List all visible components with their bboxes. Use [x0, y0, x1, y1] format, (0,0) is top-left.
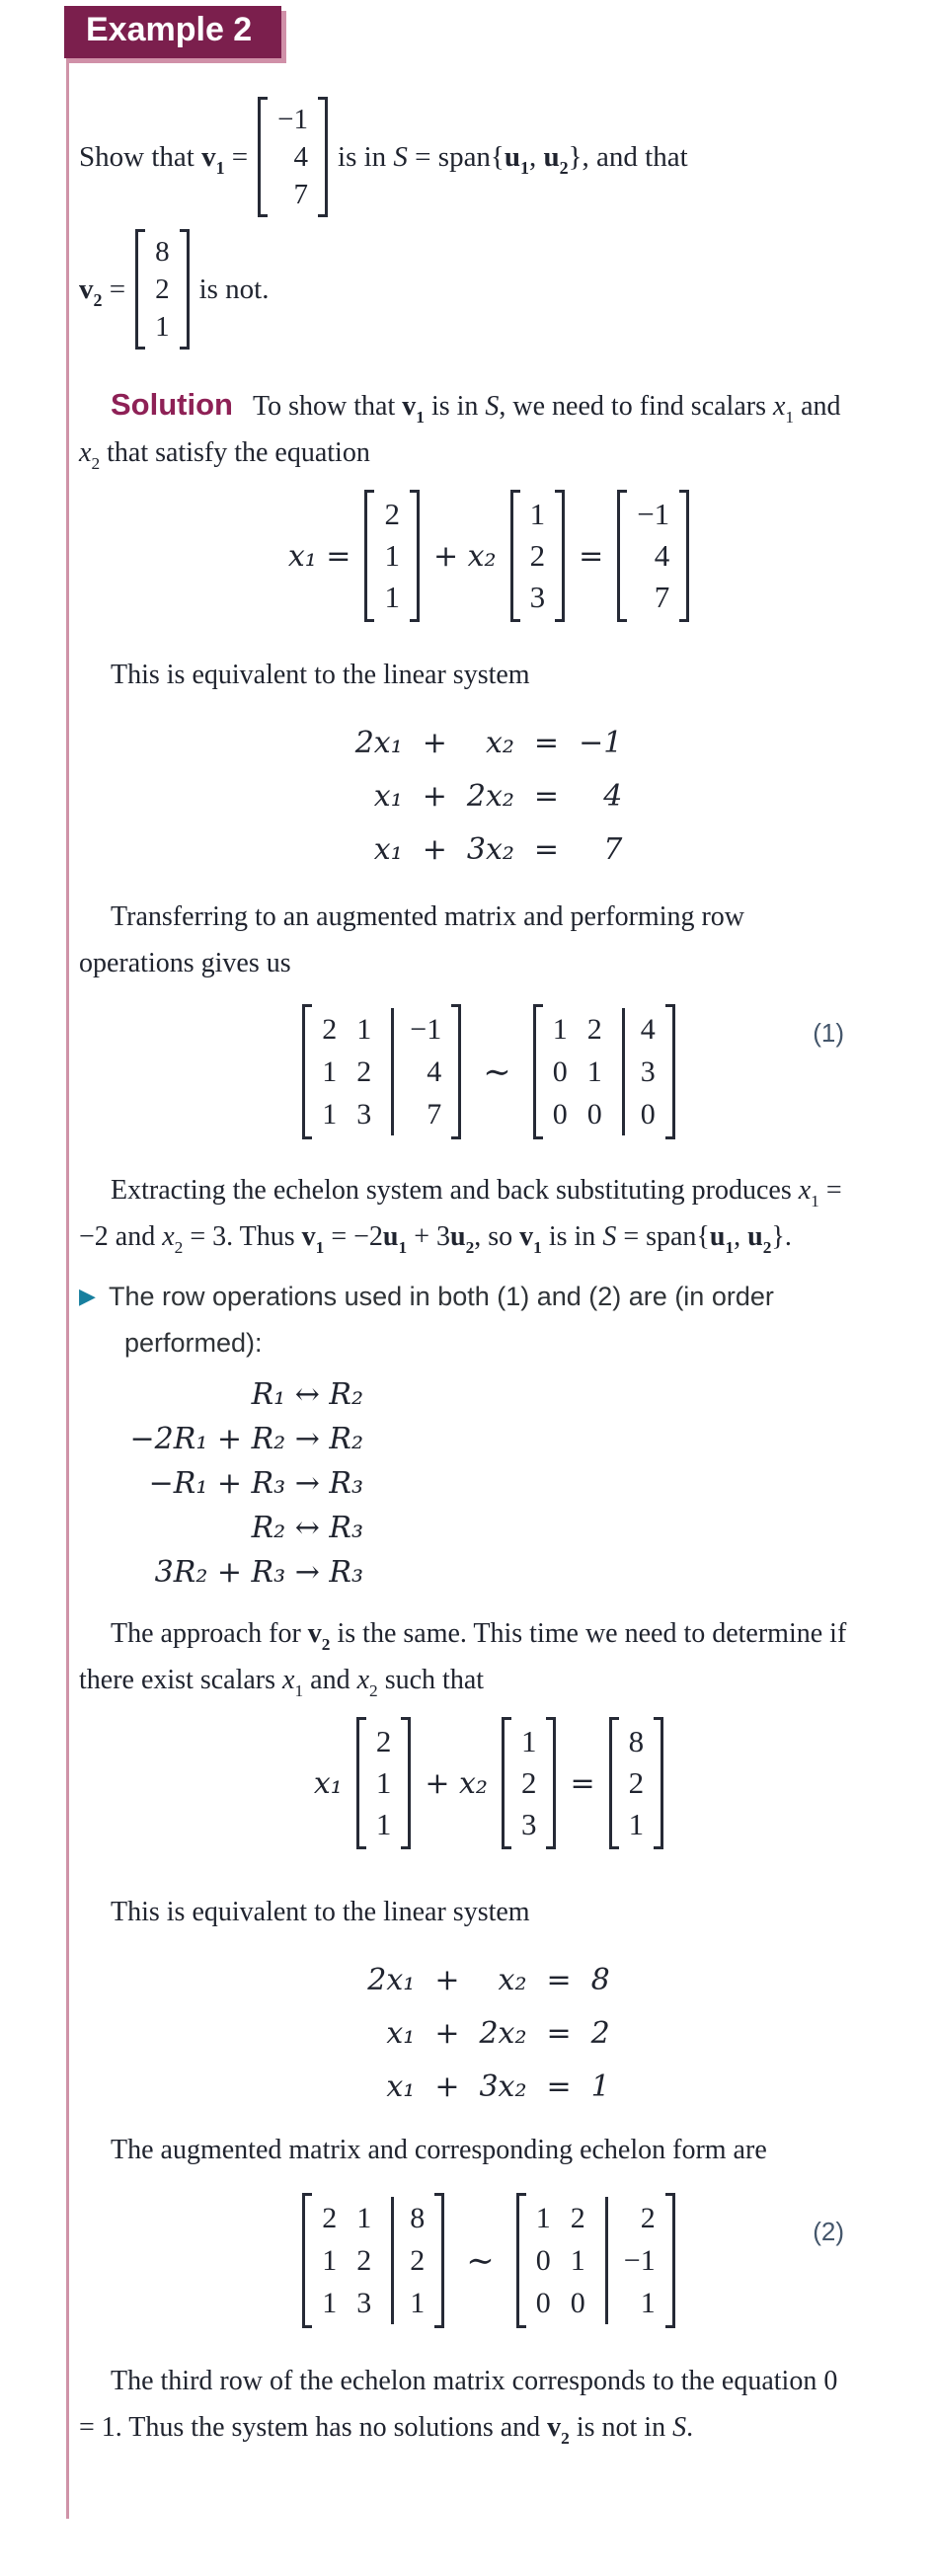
text-segment: is in [424, 391, 486, 422]
text-segment: , [734, 1221, 748, 1252]
matrix-cell: 4 [622, 1008, 656, 1051]
matrix-cell: 1 [529, 497, 546, 531]
system-cell: = [533, 832, 560, 867]
text-segment: , we need to find scalars [499, 391, 773, 422]
text-segment: u [449, 1221, 466, 1252]
matrix-cell: 0 [622, 1093, 656, 1135]
bracket-left-icon [302, 1004, 312, 1139]
matrix-cell: 2 [356, 1055, 372, 1088]
text-segment: 2 [174, 1237, 184, 1257]
matrix-cell: 0 [586, 1098, 602, 1131]
system-cell: + [434, 1963, 460, 1997]
matrix-cell: 1 [384, 538, 400, 573]
matrix-grid [543, 1004, 665, 1139]
matrix-cell: 0 [552, 1098, 568, 1131]
matrix-cell: 0 [552, 1055, 568, 1088]
bracket-left-icon [364, 490, 374, 622]
matrix-cell: 2 [322, 1013, 338, 1046]
matrix-cell: 1 [356, 1013, 372, 1046]
echelon-matrix-2 [516, 2193, 675, 2328]
system-cell: = [546, 2016, 572, 2051]
equation-2 [79, 1717, 898, 1849]
text-segment: v [201, 140, 216, 173]
paragraph-transfer [79, 894, 849, 986]
augmented-matrix-1 [302, 1004, 461, 1139]
eq2-vector-u1 [356, 1717, 412, 1849]
system-cell: + [422, 779, 447, 814]
system-cell: x₁ [373, 832, 403, 867]
eq2-vector-u2 [502, 1717, 557, 1849]
matrix-cell: 2 [375, 1724, 392, 1758]
matrix-grid [312, 1004, 451, 1139]
text-segment: 2 [762, 1237, 772, 1257]
text-segment: 1 [398, 1237, 408, 1257]
bracket-right-icon [665, 2193, 675, 2328]
text-segment: = span{ [616, 1221, 710, 1252]
text-segment: The augmented matrix and corresponding echelon form are [111, 2135, 767, 2165]
matrix-grid [526, 2193, 665, 2328]
matrix-cell: 4 [293, 141, 309, 173]
text-segment: 1 [520, 157, 529, 178]
matrix-cell: 1 [586, 1055, 602, 1088]
linear-system-2 [367, 1959, 609, 2109]
matrix-cell: 2 [384, 497, 400, 531]
system-cell: + [434, 2016, 460, 2051]
system-cell: 7 [603, 832, 623, 867]
text-segment: 2 [321, 1634, 331, 1654]
system-cell: 3x₂ [466, 832, 514, 867]
bracket-left-icon [609, 1717, 619, 1849]
text-segment: 2 [369, 1680, 378, 1700]
system-cell: 4 [603, 779, 623, 814]
row-operation: −R₁ + R₃ → R₃ [148, 1466, 363, 1501]
solution-paragraph [79, 381, 849, 476]
text-segment: that satisfy the equation [100, 437, 370, 468]
matrix-cell: 2 [586, 1013, 602, 1046]
augmented-equation-2 [79, 2193, 898, 2328]
text-segment: is in [541, 1221, 603, 1252]
text-segment: x [282, 1665, 295, 1695]
matrix-grid [268, 97, 318, 217]
matrix-cell: 1 [375, 1807, 392, 1841]
system-cell: + [422, 832, 447, 867]
accent-line [66, 6, 69, 2519]
text-segment: x [162, 1221, 175, 1252]
text-segment: 2 [91, 453, 101, 473]
text-segment: 2 [465, 1237, 475, 1257]
matrix-cell: 8 [391, 2197, 425, 2239]
content [79, 87, 898, 2451]
text-segment: v [307, 1618, 322, 1649]
system-cell: = [546, 1963, 572, 1997]
text-segment: Extracting the echelon system and back substituting produces [111, 1175, 799, 1206]
system-cell: −1 [579, 726, 623, 760]
matrix-cell: 1 [535, 2202, 551, 2234]
bracket-right-icon [180, 229, 190, 350]
text-segment: is the same. This time we need to determine if there exist scalars [79, 1618, 847, 1695]
matrix-cell: 2 [628, 1765, 645, 1800]
system-cell: 2x₁ [367, 1963, 416, 1997]
matrix-cell: 1 [520, 1724, 537, 1758]
bracket-left-icon [533, 1004, 543, 1139]
bracket-right-icon [318, 97, 328, 217]
text-segment: u [709, 1221, 726, 1252]
system-cell: = [533, 726, 560, 760]
text-segment: S [602, 1221, 617, 1252]
text-segment: 1 [416, 407, 425, 427]
matrix-cell: 1 [552, 1013, 568, 1046]
bracket-left-icon [135, 229, 145, 350]
text-segment: x [356, 1665, 370, 1695]
row-operation: R₁ ↔ R₂ [251, 1377, 363, 1412]
text-segment: 1 [315, 1237, 325, 1257]
text-segment: The approach for [111, 1618, 308, 1649]
text-segment: u [747, 1221, 763, 1252]
text-segment: v [402, 391, 417, 422]
text-segment: Show that [79, 140, 202, 173]
text-segment: 2 [93, 289, 103, 310]
matrix-cell: 2 [570, 2202, 585, 2234]
system-cell: 3x₂ [479, 2069, 527, 2104]
text-segment: v [519, 1221, 534, 1252]
matrix-cell: 1 [322, 2287, 338, 2319]
text-segment: = [102, 273, 126, 305]
matrix-cell: 4 [654, 538, 670, 573]
text-segment: 1 [785, 407, 795, 427]
matrix-cell: 1 [391, 2282, 425, 2324]
system-cell: 1 [590, 2069, 610, 2104]
text-segment: Transferring to an augmented matrix and performing row operations gives us [79, 901, 745, 978]
text-segment: x [79, 437, 92, 468]
text-segment: S [393, 140, 408, 173]
text-segment: is not in [569, 2412, 673, 2443]
paragraph-extract [79, 1167, 849, 1260]
echelon-matrix-1 [533, 1004, 675, 1139]
eq2-mid: + x₂ [425, 1765, 488, 1801]
matrix-cell: 3 [356, 2287, 372, 2319]
eq1-lead: x₁ = [287, 538, 351, 574]
text-segment: 2 [559, 157, 569, 178]
text-segment: }, and that [568, 140, 688, 173]
matrix-cell: −1 [637, 497, 670, 531]
system-cell: x₁ [373, 779, 403, 814]
bracket-left-icon [356, 1717, 366, 1849]
intro-line-1 [79, 97, 898, 217]
row-operation: 3R₂ + R₃ → R₃ [154, 1555, 363, 1590]
text-segment: 1 [811, 1191, 819, 1210]
bracket-right-icon [434, 2193, 444, 2328]
matrix-grid [145, 229, 180, 350]
system-cell: 2x₂ [479, 2016, 527, 2051]
equation-tag-2: (2) [813, 2217, 844, 2246]
row-operation: R₂ ↔ R₃ [251, 1511, 363, 1545]
eq2-equals: = [570, 1765, 595, 1801]
matrix-cell: −1 [391, 1008, 441, 1051]
text-segment: = span{ [407, 140, 505, 173]
text-segment: 1 [294, 1680, 304, 1700]
text-segment: + 3 [407, 1221, 450, 1252]
bracket-left-icon [302, 2193, 312, 2328]
text-segment: such that [377, 1665, 485, 1695]
paragraph-augmented [79, 2127, 849, 2173]
matrix-grid [619, 1717, 655, 1849]
text-segment: v [547, 2412, 562, 2443]
text-segment: u [504, 140, 520, 173]
matrix-grid [312, 2193, 434, 2328]
matrix-cell: 2 [322, 2202, 338, 2234]
text-segment: 1 [533, 1237, 542, 1257]
paragraph-linear-1 [79, 652, 849, 698]
text-segment: 2 [561, 2428, 570, 2448]
matrix-cell: 2 [605, 2197, 656, 2239]
note-body: The row operations used in both (1) and (2) are (in order performed): [109, 1282, 774, 1358]
text-segment: = −2 and [79, 1175, 842, 1252]
eq1-vector-v1 [617, 490, 689, 622]
bracket-left-icon [617, 490, 627, 622]
matrix-cell: 1 [356, 2202, 372, 2234]
text-segment: , [528, 140, 544, 173]
paragraph-linear-2 [79, 1889, 849, 1935]
matrix-cell: 7 [391, 1093, 441, 1135]
matrix-cell: 4 [391, 1051, 441, 1093]
paragraph-final [79, 2358, 849, 2451]
eq2-lead: x₁ [313, 1765, 343, 1801]
matrix-cell: 1 [322, 2244, 338, 2277]
text-segment: 1 [215, 157, 225, 178]
system-cell: 2 [590, 2016, 610, 2051]
eq1-vector-u1 [364, 490, 420, 622]
text-segment: }. [771, 1221, 792, 1252]
bracket-right-icon [679, 490, 689, 622]
matrix-cell: 2 [529, 538, 546, 573]
bracket-left-icon [258, 97, 268, 217]
note-paragraph [79, 1274, 829, 1366]
text-segment: x [772, 391, 786, 422]
text-segment: = 3. Thus [183, 1221, 302, 1252]
matrix-cell: 1 [322, 1098, 338, 1131]
bracket-right-icon [555, 490, 565, 622]
system-cell: = [533, 779, 560, 814]
bracket-right-icon [451, 1004, 461, 1139]
text-segment: 1 [725, 1237, 735, 1257]
eq2-vector-v2 [609, 1717, 664, 1849]
text-segment: u [382, 1221, 399, 1252]
matrix-grid [366, 1717, 402, 1849]
matrix-cell: 1 [570, 2244, 585, 2277]
bracket-left-icon [502, 1717, 511, 1849]
eq1-mid: + x₂ [432, 538, 497, 574]
matrix-cell: −1 [277, 104, 309, 135]
bracket-left-icon [510, 490, 520, 622]
matrix-cell: 2 [155, 273, 170, 305]
intro-2-pre [79, 273, 126, 310]
equation-1 [79, 490, 898, 622]
text-segment: S [672, 2412, 687, 2443]
augmented-matrix-2 [302, 2193, 444, 2328]
matrix-grid [511, 1717, 547, 1849]
linear-system-1 [355, 722, 623, 872]
system-cell: 2x₂ [466, 779, 514, 814]
text-segment: and [794, 391, 841, 422]
text-segment: is in [338, 140, 394, 173]
text-segment: , so [474, 1221, 520, 1252]
matrix-cell: 7 [654, 580, 670, 614]
text-segment: This is equivalent to the linear system [111, 1897, 530, 1927]
bracket-right-icon [654, 1717, 663, 1849]
matrix-cell: 3 [529, 580, 546, 614]
eq1-vector-u2 [510, 490, 566, 622]
text-segment: is not. [198, 273, 270, 305]
text-segment: u [543, 140, 560, 173]
system-cell: + [434, 2069, 460, 2104]
text-segment: The third row of the echelon matrix corresponds to the equation 0 = 1. Thus the system has no solutions and [79, 2366, 838, 2443]
matrix-cell: 0 [570, 2287, 585, 2319]
vector-v2 [135, 229, 190, 350]
matrix-cell: 0 [535, 2287, 551, 2319]
matrix-cell: 0 [535, 2244, 551, 2277]
intro-line-2 [79, 229, 898, 350]
system-cell: x₁ [386, 2069, 416, 2104]
bracket-right-icon [546, 1717, 556, 1849]
text-segment: and [303, 1665, 357, 1695]
row-operations-list [126, 1372, 363, 1595]
system-cell: x₂ [485, 726, 514, 760]
matrix-cell: 2 [391, 2239, 425, 2282]
system-cell: = [546, 2069, 572, 2104]
text-segment: . [686, 2412, 694, 2443]
matrix-cell: 3 [520, 1807, 537, 1841]
system-cell: 2x₁ [354, 726, 403, 760]
matrix-cell: 8 [155, 236, 170, 268]
equation-tag-1: (1) [813, 1018, 844, 1048]
example-badge [64, 6, 281, 58]
matrix-grid [520, 490, 556, 622]
matrix-cell: 3 [356, 1098, 372, 1131]
intro-2-post [199, 273, 270, 306]
matrix-cell: 1 [628, 1807, 645, 1841]
augmented-equation-1 [79, 1004, 898, 1139]
matrix-cell: 8 [628, 1724, 645, 1758]
text-segment: To show that [252, 391, 403, 422]
text-segment: v [79, 273, 94, 305]
row-operation: −2R₁ + R₂ → R₂ [129, 1422, 363, 1456]
system-cell: x₂ [498, 1963, 527, 1997]
triangle-bullet-icon: ▶ [79, 1285, 96, 1309]
bracket-right-icon [401, 1717, 411, 1849]
text-segment: x [798, 1175, 812, 1206]
row-equivalence-tilde: ∼ [483, 1052, 511, 1092]
matrix-cell: 2 [356, 2244, 372, 2277]
solution-label: Solution [111, 387, 233, 422]
intro-1-pre [79, 140, 249, 178]
matrix-cell: 2 [520, 1765, 537, 1800]
intro-1-post [338, 140, 688, 178]
text-segment: S [485, 391, 500, 422]
matrix-grid [374, 490, 410, 622]
matrix-cell: 1 [322, 1055, 338, 1088]
system-cell: + [422, 726, 447, 760]
bracket-left-icon [516, 2193, 526, 2328]
matrix-cell: 3 [622, 1051, 656, 1093]
vector-v1 [258, 97, 328, 217]
text-segment: v [301, 1221, 316, 1252]
system-cell: 8 [590, 1963, 610, 1997]
text-segment: = −2 [324, 1221, 383, 1252]
matrix-grid [627, 490, 679, 622]
text-segment: = [224, 140, 249, 173]
matrix-cell: 1 [605, 2282, 656, 2324]
paragraph-approach [79, 1610, 849, 1703]
system-cell: x₁ [386, 2016, 416, 2051]
bracket-right-icon [410, 490, 420, 622]
text-segment: This is equivalent to the linear system [111, 660, 530, 690]
matrix-cell: 1 [384, 580, 400, 614]
example-title: Example 2 [86, 11, 253, 48]
matrix-cell: 1 [375, 1765, 392, 1800]
eq1-equals: = [579, 538, 604, 574]
matrix-cell: 7 [293, 179, 309, 210]
matrix-cell: 1 [155, 311, 170, 343]
row-equivalence-tilde: ∼ [466, 2240, 495, 2281]
bracket-right-icon [665, 1004, 675, 1139]
matrix-cell: −1 [605, 2239, 656, 2282]
